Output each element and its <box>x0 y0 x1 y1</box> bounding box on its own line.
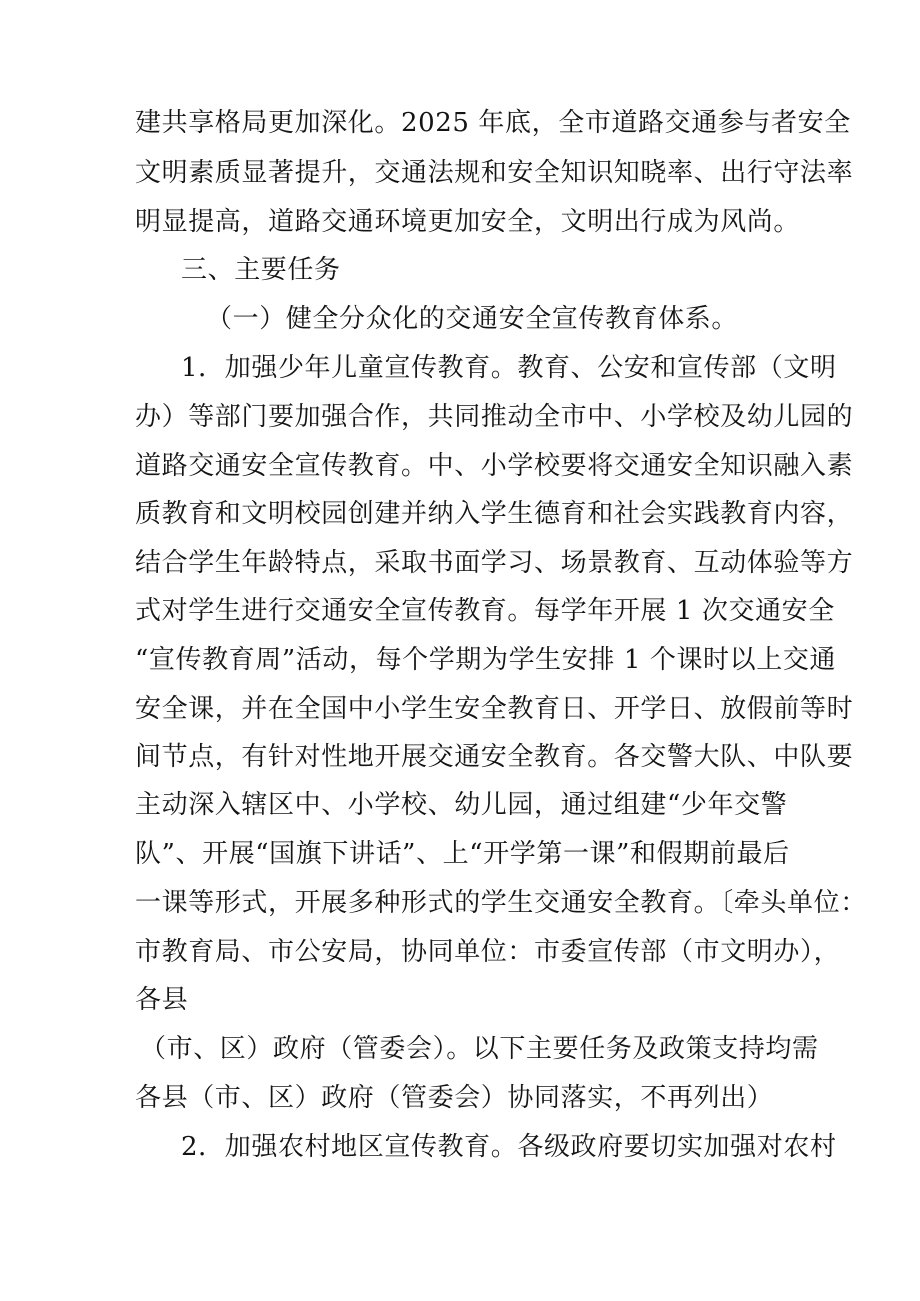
text-line: 主动深入辖区中、小学校、幼儿园，通过组建“少年交警 <box>135 790 788 820</box>
text-line: 队”、开展“国旗下讲话”、上“开学第一课”和假期前最后 <box>135 839 790 869</box>
text-line: （市、区）政府（管委会）。以下主要任务及政策支持均需 <box>140 1034 819 1064</box>
text-line: 各县（市、区）政府（管委会）协同落实，不再列出） <box>135 1083 774 1113</box>
text-line: 质教育和文明校园创建并纳入学生德育和社会实践教育内容， <box>135 499 854 529</box>
text-line: 市教育局、市公安局，协同单位：市委宣传部（市文明办）， <box>135 937 841 967</box>
subsection-heading: （一）健全分众化的交通安全宣传教育体系。 <box>206 304 739 334</box>
text-line: 间节点，有针对性地开展交通安全教育。各交警大队、中队要 <box>135 742 854 772</box>
text-line: 办）等部门要加强合作，共同推动全市中、小学校及幼儿园的 <box>135 402 854 432</box>
text-line: 式对学生进行交通安全宣传教育。每学年开展 1 次交通安全 <box>135 596 835 626</box>
text-line: 结合学生年龄特点，采取书面学习、场景教育、互动体验等方 <box>135 548 854 578</box>
section-heading: 三、主要任务 <box>181 255 341 285</box>
text-line: 各县 <box>135 985 189 1015</box>
paragraph-first-line: 1．加强少年儿童宣传教育。教育、公安和宣传部（文明 <box>181 353 837 383</box>
text-line: 道路交通安全宣传教育。中、小学校要将交通安全知识融入素 <box>135 451 854 481</box>
text-line: 文明素质显著提升，交通法规和安全知识知晓率、出行守法率 <box>135 158 854 188</box>
paragraph-first-line: 2．加强农村地区宣传教育。各级政府要切实加强对农村 <box>181 1132 837 1162</box>
text-line: “宣传教育周”活动，每个学期为学生安排 1 个课时以上交通 <box>135 645 837 675</box>
text-line: 安全课，并在全国中小学生安全教育日、开学日、放假前等时 <box>135 694 854 724</box>
text-line: 一课等形式，开展多种形式的学生交通安全教育。〔牵头单位： <box>135 888 867 918</box>
text-line: 建共享格局更加深化。2025 年底，全市道路交通参与者安全 <box>135 108 851 138</box>
text-line: 明显提高，道路交通环境更加安全，文明出行成为风尚。 <box>135 207 801 237</box>
